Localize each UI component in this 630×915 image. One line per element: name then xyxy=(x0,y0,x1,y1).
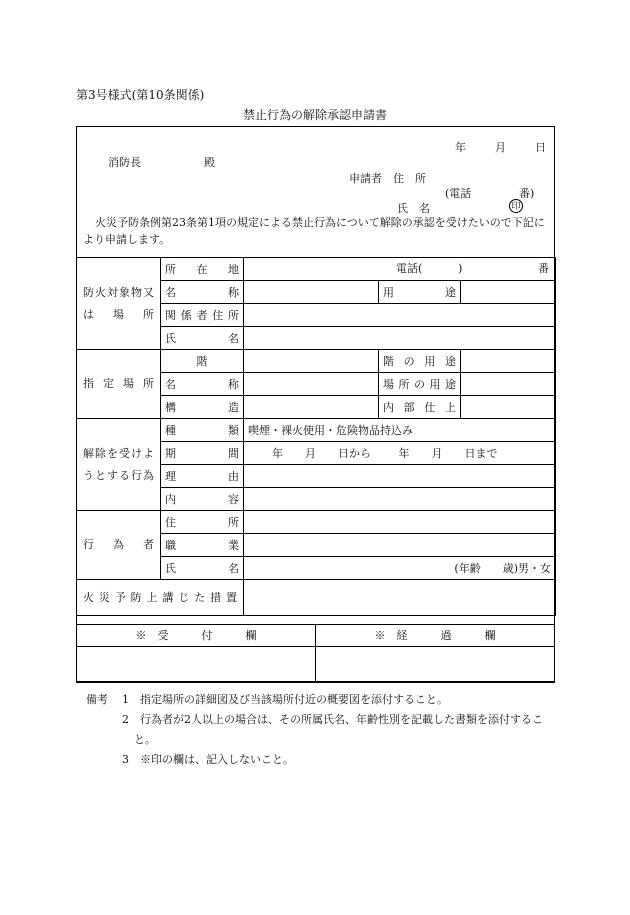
location-label: 所在地 xyxy=(161,258,244,281)
interior-field[interactable] xyxy=(461,396,556,419)
use-field[interactable] xyxy=(461,281,556,304)
owner-address-label: 関係者住所 xyxy=(161,304,244,327)
applicant-label: 申請者 xyxy=(349,172,382,185)
floor-label: 階 xyxy=(161,350,244,373)
receipt-box xyxy=(76,646,316,683)
period-label: 期間 xyxy=(161,442,244,465)
designated-name-label: 名称 xyxy=(161,373,244,396)
content-label: 内容 xyxy=(161,488,244,511)
progress-header: ※ 経 過 欄 xyxy=(315,624,555,647)
receipt-header: ※ 受 付 欄 xyxy=(76,624,316,647)
owner-name-label: 氏名 xyxy=(161,327,244,350)
floor-use-field[interactable] xyxy=(461,350,556,373)
use-label: 用途 xyxy=(379,281,461,304)
remark-item: 2 行為者が2人以上の場合は、その所属氏名、年齢性別を記載した書類を添付すること。 xyxy=(122,713,543,746)
application-table xyxy=(76,257,556,616)
remark-item: 1 指定場所の詳細図及び当該場所付近の概要図を添付すること。 xyxy=(122,693,448,706)
office-use-area xyxy=(76,624,555,683)
floor-field[interactable] xyxy=(244,350,379,373)
honorific: 殿 xyxy=(204,156,215,169)
designated-name-field[interactable] xyxy=(244,373,379,396)
designated-section-label: 指定場所 xyxy=(77,350,161,419)
actor-address-field[interactable] xyxy=(244,511,556,534)
phone-close: ) xyxy=(458,262,463,275)
date-year: 年 xyxy=(455,141,466,154)
location-field[interactable] xyxy=(244,258,556,281)
kind-label: 種類 xyxy=(161,419,244,442)
actor-name-label: 氏名 xyxy=(161,557,244,580)
place-use-field[interactable] xyxy=(461,373,556,396)
application-form xyxy=(76,126,555,682)
measures-label: 火災予防上講じた措置 xyxy=(77,580,244,616)
content-field[interactable] xyxy=(244,488,556,511)
actor-address-label: 住所 xyxy=(161,511,244,534)
owner-address-field[interactable] xyxy=(244,304,556,327)
place-use-label: 場所の用途 xyxy=(379,373,461,396)
remark-item: 3 ※印の欄は、記入しないこと。 xyxy=(122,753,294,766)
form-number: 第3号様式(第10条関係) xyxy=(76,88,205,102)
address-label: 住 所 xyxy=(393,172,426,185)
period-field[interactable] xyxy=(244,442,556,465)
actor-section-label: 行為者 xyxy=(77,511,161,580)
period-from: 年 月 日から xyxy=(272,447,371,460)
interior-label: 内部仕上 xyxy=(379,396,461,419)
date-day: 日 xyxy=(535,141,546,154)
occupation-label: 職業 xyxy=(161,534,244,557)
date-month: 月 xyxy=(495,141,506,154)
actor-name-field[interactable] xyxy=(244,557,556,580)
application-statement: 火災予防条例第23条第1項の規定による禁止行為について解除の承認を受けたいので下記により申請します。 xyxy=(83,216,545,246)
document-title: 禁止行為の解除承認申請書 xyxy=(242,108,387,122)
progress-box xyxy=(315,646,555,683)
target-section-label: 防火対象物又は場所 xyxy=(77,258,161,350)
remarks xyxy=(86,690,556,770)
owner-name-field[interactable] xyxy=(244,327,556,350)
floor-use-label: 階の用途 xyxy=(379,350,461,373)
name-label: 氏 名 xyxy=(397,202,430,215)
phone-open: 電話( xyxy=(396,262,423,275)
act-section-label: 解除を受けようとする行為 xyxy=(77,419,161,511)
form-header xyxy=(77,127,554,258)
structure-field[interactable] xyxy=(244,396,379,419)
reason-field[interactable] xyxy=(244,465,556,488)
phone-suffix: 番) xyxy=(519,187,535,200)
phone-label: (電話 xyxy=(445,187,472,200)
phone-suffix-label: 番 xyxy=(538,262,549,275)
seal-mark: 印 xyxy=(509,199,523,213)
target-name-field[interactable] xyxy=(244,281,379,304)
period-to: 年 月 日まで xyxy=(398,447,498,460)
remarks-heading: 備考 xyxy=(86,693,108,706)
occupation-field[interactable] xyxy=(244,534,556,557)
kind-value[interactable]: 喫煙・裸火使用・危険物品持込み xyxy=(244,419,556,442)
target-name-label: 名称 xyxy=(161,281,244,304)
structure-label: 構造 xyxy=(161,396,244,419)
reason-label: 理由 xyxy=(161,465,244,488)
addressee: 消防長 xyxy=(108,156,141,169)
measures-field[interactable] xyxy=(244,580,556,616)
age-sex: (年齢 歳)男・女 xyxy=(454,562,551,575)
